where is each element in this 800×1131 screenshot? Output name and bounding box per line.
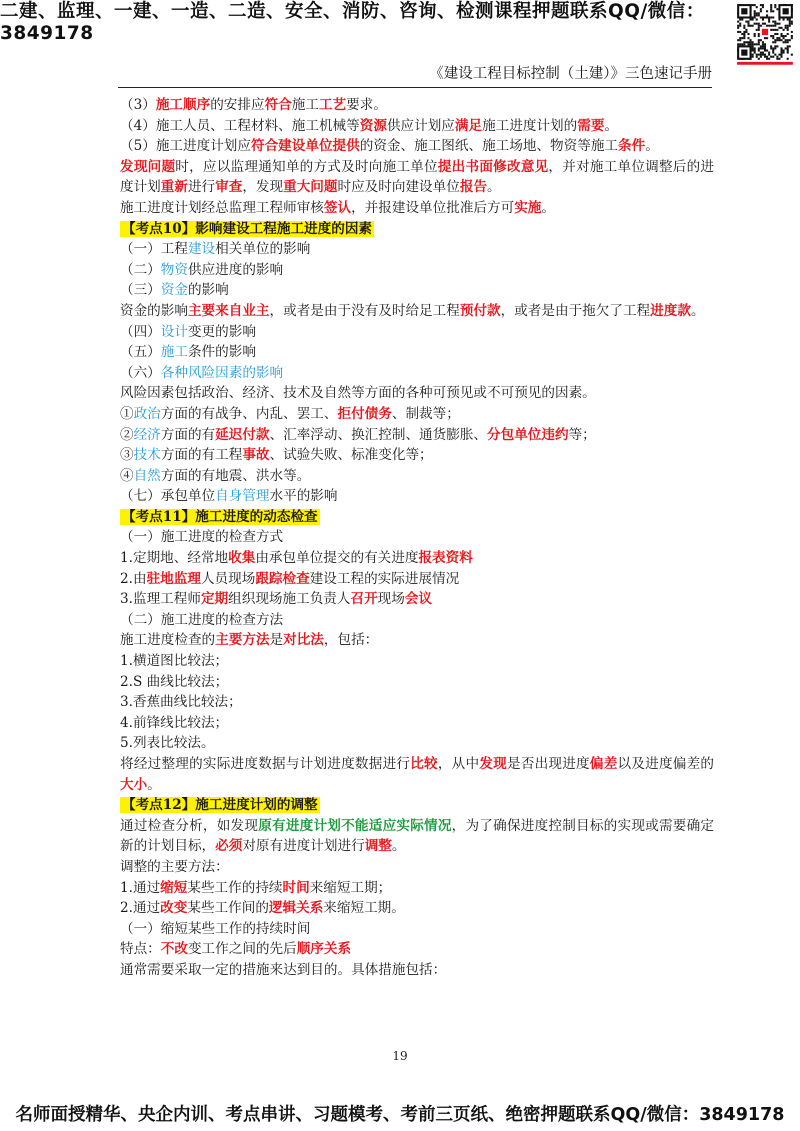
text-segment: （3） xyxy=(120,97,156,113)
text-line xyxy=(120,610,714,631)
text-line xyxy=(120,404,714,425)
emphasis-text: 主要来自业主 xyxy=(187,302,270,319)
text-line xyxy=(120,301,714,322)
text-segment: （一）工程 xyxy=(120,241,188,258)
header-rule xyxy=(118,87,712,88)
text-line xyxy=(120,527,714,548)
text-segment: ，发现 xyxy=(242,179,284,196)
text-segment: （一）缩短某些工作的持续时间 xyxy=(120,920,311,937)
emphasis-text: 定期 xyxy=(200,591,229,608)
text-segment: 时应及时向建设单位 xyxy=(337,179,460,196)
emphasis-text: 提出书面修改意见 xyxy=(437,158,549,175)
emphasis-text: 资金 xyxy=(160,282,188,299)
text-segment: 1.定期地、经常地 xyxy=(120,550,229,567)
text-line xyxy=(120,425,714,446)
emphasis-text: 主要方法 xyxy=(215,632,270,649)
text-line xyxy=(120,116,714,137)
text-segment: （三） xyxy=(120,282,161,299)
text-segment: （二）施工进度的检查方法 xyxy=(120,611,284,628)
emphasis-text: 政治 xyxy=(133,405,161,422)
emphasis-text: 改变 xyxy=(160,900,188,917)
text-segment: 等； xyxy=(568,426,596,443)
emphasis-text: 实施 xyxy=(514,199,542,216)
text-line xyxy=(120,260,714,281)
emphasis-text: 签认 xyxy=(323,199,352,216)
text-line xyxy=(120,919,714,940)
emphasis-text: 报告 xyxy=(459,179,488,196)
text-segment: 要求。 xyxy=(346,97,387,113)
text-line xyxy=(120,713,714,734)
page-number: 19 xyxy=(392,1049,408,1063)
text-segment: 方面的有工程 xyxy=(160,447,243,464)
section-heading: 【考点10】影响建设工程施工进度的因素 xyxy=(122,220,373,237)
running-head: 《建设工程目标控制（土建）》三色速记手册 xyxy=(429,66,712,82)
text-segment: 施工进度检查的 xyxy=(120,632,216,649)
text-segment: 、试验失败、标准变化等； xyxy=(269,447,433,464)
text-segment: 调整的主要方法： xyxy=(120,858,229,875)
text-line xyxy=(120,239,714,260)
text-segment: 来缩短工期。 xyxy=(323,900,405,917)
text-line xyxy=(120,507,714,528)
emphasis-text: 条件 xyxy=(618,138,646,155)
text-line xyxy=(120,466,714,487)
text-line xyxy=(120,898,714,919)
emphasis-text: 施工 xyxy=(160,344,188,361)
text-line xyxy=(120,342,714,363)
text-segment: 、制裁等； xyxy=(391,405,460,422)
text-line xyxy=(120,486,714,507)
emphasis-text: 发现 xyxy=(479,756,507,772)
text-segment: 供应计划应 xyxy=(386,117,455,134)
text-line xyxy=(120,816,714,857)
bottom-banner xyxy=(0,1095,800,1131)
section-heading: 【考点11】施工进度的动态检查 xyxy=(122,508,318,525)
text-line xyxy=(120,157,714,198)
text-line xyxy=(120,569,714,590)
text-segment: 资金的影响 xyxy=(120,302,188,319)
page-body xyxy=(120,95,714,981)
emphasis-text: 物资 xyxy=(160,261,188,278)
text-line xyxy=(120,878,714,899)
text-segment: 2.由 xyxy=(120,570,147,587)
emphasis-text: 自然 xyxy=(133,467,161,484)
text-segment: （七）承包单位 xyxy=(120,488,216,505)
text-segment: （二） xyxy=(120,261,161,278)
emphasis-text: 收集 xyxy=(228,550,256,567)
emphasis-text: 时间 xyxy=(282,879,310,896)
emphasis-text: 审查 xyxy=(215,179,243,196)
text-segment: 。 xyxy=(147,776,161,793)
text-segment: 某些工作的持续 xyxy=(187,879,283,896)
text-segment: 的安排应 xyxy=(210,97,265,113)
text-segment: 方面的有 xyxy=(160,426,216,443)
text-segment: （五） xyxy=(120,344,161,361)
text-segment: 变更的影响 xyxy=(187,323,256,340)
text-segment: 是否出现进度 xyxy=(506,756,590,772)
text-segment: ，并报建设单位批准后方可 xyxy=(351,199,515,216)
text-segment: 风险因素包括政治、经济、技术及自然等方面的各种可预见或不可预见的因素。 xyxy=(120,385,596,402)
text-segment: 、汇率浮动、换汇控制、通货膨胀、 xyxy=(269,426,488,443)
text-line xyxy=(120,960,714,981)
emphasis-text: 大小 xyxy=(120,776,148,793)
emphasis-text: 逻辑关系 xyxy=(268,900,324,917)
bottom-banner-text: 名师面授精华、央企内训、考点串讲、习题模考、考前三页纸、绝密押题联系QQ/微信：3849178 xyxy=(15,1104,785,1125)
text-segment: 是 xyxy=(269,632,284,649)
emphasis-text: 发现问题 xyxy=(120,158,176,175)
text-segment: 5.列表比较法。 xyxy=(120,735,215,752)
text-segment: 1.横道图比较法； xyxy=(120,653,229,670)
emphasis-text: 施工顺序 xyxy=(155,97,211,113)
emphasis-text: 分包单位违约 xyxy=(487,426,569,443)
text-line xyxy=(120,219,714,240)
text-segment: 来缩短工期； xyxy=(309,879,392,896)
text-segment: ，或者是由于没有及时给足工程 xyxy=(269,302,460,319)
text-line xyxy=(120,383,714,404)
emphasis-text: 需要 xyxy=(577,117,605,134)
emphasis-text: 符合建设单位提供 xyxy=(251,138,360,155)
emphasis-text: 进度款 xyxy=(650,302,691,319)
emphasis-text: 顺序关系 xyxy=(296,941,352,958)
qr-code-icon xyxy=(735,2,795,66)
text-segment: ，并对施工单位调整后的进度计划 xyxy=(120,158,715,196)
emphasis-text: 事故 xyxy=(242,447,270,464)
text-segment: 相关单位的影响 xyxy=(215,241,311,258)
emphasis-text: 满足 xyxy=(454,117,483,134)
emphasis-text: 重新 xyxy=(160,179,188,196)
text-segment: ，包括： xyxy=(323,632,379,649)
text-line xyxy=(120,589,714,610)
text-segment: 进行 xyxy=(187,179,216,196)
text-line xyxy=(120,672,714,693)
text-line xyxy=(120,445,714,466)
text-segment: 的资金、施工图纸、施工场地、物资等施工 xyxy=(359,138,619,155)
text-segment: 现场 xyxy=(377,591,405,608)
text-line xyxy=(120,322,714,343)
emphasis-text: 会议 xyxy=(404,591,433,608)
text-segment: 。 xyxy=(487,179,501,196)
text-segment: ④ xyxy=(120,467,134,484)
text-segment: 通常需要采取一定的措施来达到目的。具体措施包括： xyxy=(120,961,447,978)
text-segment: 时，应以监理通知单的方式及时向施工单位 xyxy=(175,158,438,175)
text-line xyxy=(120,692,714,713)
text-segment: ② xyxy=(120,426,134,443)
text-segment: 将经过整理的实际进度数据与计划进度数据进行 xyxy=(120,756,411,772)
emphasis-text: 不改 xyxy=(160,941,188,958)
text-segment: 的影响 xyxy=(187,282,229,299)
emphasis-text: 驻地监理 xyxy=(146,570,201,587)
text-line xyxy=(120,363,714,384)
emphasis-text: 比较 xyxy=(410,756,438,772)
emphasis-text: 经济 xyxy=(133,426,161,443)
text-segment: 施工 xyxy=(291,97,319,113)
text-segment: 。 xyxy=(690,302,705,319)
text-line xyxy=(120,630,714,651)
text-segment: 。 xyxy=(541,199,555,216)
text-line xyxy=(120,136,714,157)
text-segment: 水平的影响 xyxy=(269,488,338,505)
text-segment: 3.监理工程师 xyxy=(120,591,201,608)
text-segment: 2.S 曲线比较法； xyxy=(120,673,229,690)
text-segment: 1.通过 xyxy=(120,879,161,896)
text-segment: 特点： xyxy=(120,941,161,958)
text-segment: 通过检查分析，如发现 xyxy=(120,817,259,834)
text-segment: 施工进度计划经总监理工程师审核 xyxy=(120,199,324,216)
emphasis-text: 召开 xyxy=(350,591,378,608)
text-segment: 方面的有地震、洪水等。 xyxy=(160,467,311,484)
text-segment: 人员现场 xyxy=(200,570,256,587)
text-segment: 。 xyxy=(645,138,659,155)
emphasis-text: 必须 xyxy=(215,838,243,855)
emphasis-text: 调整 xyxy=(364,838,392,855)
emphasis-text: 符合 xyxy=(264,97,292,113)
emphasis-text: 各种风险因素的影响 xyxy=(160,364,284,381)
text-line xyxy=(120,95,714,116)
text-segment: 条件的影响 xyxy=(187,344,256,361)
emphasis-text: 设计 xyxy=(160,323,188,340)
text-segment: 3.香蕉曲线比较法； xyxy=(120,694,242,711)
text-segment: （一）施工进度的检查方式 xyxy=(120,529,284,546)
emphasis-text: 建设 xyxy=(187,241,216,258)
text-line xyxy=(120,651,714,672)
text-segment: 2.通过 xyxy=(120,900,161,917)
text-line xyxy=(120,857,714,878)
text-segment: 供应进度的影响 xyxy=(187,261,284,278)
text-segment: 施工进度计划的 xyxy=(482,117,578,134)
emphasis-text: 原有进度计划不能适应实际情况 xyxy=(258,817,452,834)
text-segment: ③ xyxy=(120,447,134,464)
emphasis-text: 工艺 xyxy=(318,97,347,113)
text-segment: 方面的有战争、内乱、罢工、 xyxy=(160,405,338,422)
text-segment: 组织现场施工负责人 xyxy=(228,591,351,608)
text-segment: （5）施工进度计划应 xyxy=(120,138,251,155)
text-segment: ，为了确保进度控制目标的实现或需要确定新的计划目标， xyxy=(120,817,715,855)
emphasis-text: 对比法 xyxy=(283,632,324,649)
text-segment: 由承包单位提交的有关进度 xyxy=(255,550,419,567)
text-segment: （四） xyxy=(120,323,161,340)
text-segment: 某些工作间的 xyxy=(187,900,269,917)
emphasis-text: 预付款 xyxy=(459,302,501,319)
text-segment: 。 xyxy=(604,117,619,134)
top-banner-text: 二建、监理、一建、一造、二造、安全、消防、咨询、检测课程押题联系QQ/微信：3849178 xyxy=(0,0,705,44)
text-segment: 4.前锋线比较法； xyxy=(120,714,229,731)
emphasis-text: 延迟付款 xyxy=(215,426,270,443)
top-banner xyxy=(0,0,730,44)
emphasis-text: 偏差 xyxy=(589,756,618,772)
text-line xyxy=(120,733,714,754)
text-segment: ，从中 xyxy=(437,756,480,772)
emphasis-text: 报表资料 xyxy=(418,550,473,567)
text-segment: ① xyxy=(120,405,134,422)
section-heading: 【考点12】施工进度计划的调整 xyxy=(122,797,318,814)
text-segment: 。 xyxy=(391,838,406,855)
text-segment: （4）施工人员、工程材料、施工机械等 xyxy=(120,117,360,134)
qr-code-graphic xyxy=(735,2,795,66)
text-segment: 建设工程的实际进展情况 xyxy=(309,570,460,587)
emphasis-text: 拒付债务 xyxy=(337,405,392,422)
emphasis-text: 资源 xyxy=(359,117,387,134)
emphasis-text: 重大问题 xyxy=(283,179,338,196)
text-line xyxy=(120,548,714,569)
emphasis-text: 自身管理 xyxy=(215,488,270,505)
text-segment: ，或者是由于拖欠了工程 xyxy=(500,302,651,319)
text-segment: 变工作之间的先后 xyxy=(187,941,297,958)
text-segment: 以及进度偏差的 xyxy=(617,756,715,772)
emphasis-text: 跟踪检查 xyxy=(255,570,310,587)
text-line xyxy=(120,280,714,301)
emphasis-text: 技术 xyxy=(133,447,161,464)
text-segment: （六） xyxy=(120,364,161,381)
text-segment: 对原有进度计划进行 xyxy=(242,838,365,855)
text-line xyxy=(120,795,714,816)
text-line xyxy=(120,198,714,219)
text-line xyxy=(120,939,714,960)
emphasis-text: 缩短 xyxy=(160,879,188,896)
text-line xyxy=(120,754,714,795)
